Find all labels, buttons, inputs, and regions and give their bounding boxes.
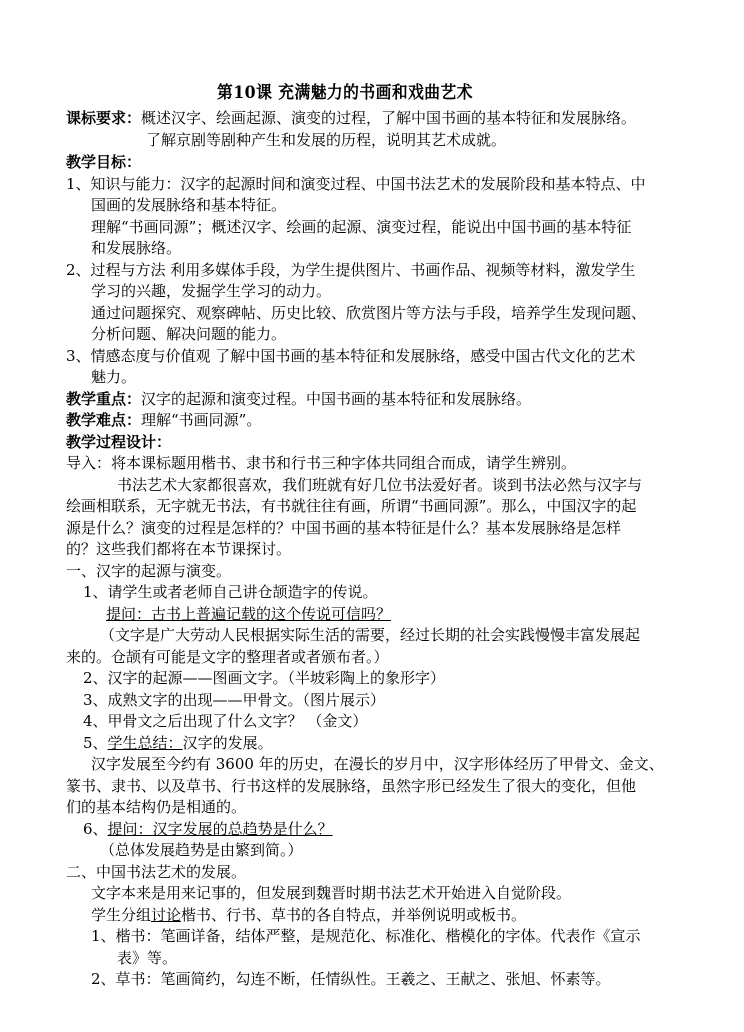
section2-heading: 二、中国书法艺术的发展。 [66,863,247,881]
objectives-heading: 教学目标： [66,153,142,171]
key-points-line [66,390,531,409]
knowledge-line-4: 和发展脉络。 [91,239,182,257]
p2-discuss: 讨论 [151,906,182,924]
development-line-3: 们的基本结构仍是相通的。 [66,798,247,816]
section2-paragraph-2 [91,906,526,925]
section1-question-1 [106,605,391,624]
knowledge-line-2: 国画的发展脉络和基本特征。 [91,196,287,214]
kaishu-line-2: 表》等。 [117,949,178,967]
question-label-2: 提问： [107,820,153,838]
difficulty-line [66,411,261,430]
intro-line-3: 绘画相联系，无字就无书法，有书就往往有画，所谓“书画同源”。那么，中国汉字的起 [66,497,637,515]
process-line-1: 2、过程与方法 利用多媒体手段，为学生提供图片、书画作品、视频等材料，激发学生 [66,261,636,279]
curriculum-line-2: 了解京剧等剧种产生和发展的历程，说明其艺术成就。 [146,131,507,149]
section1-item-3: 3、成熟文字的出现——甲骨文。（图片展示） [83,691,386,709]
intro-line-2: 书法艺术大家都很喜欢，我们班就有好几位书法爱好者。谈到书法必然与汉字与 [117,476,643,494]
item6-number: 6、 [83,820,108,838]
intro-line-4: 源是什么？演变的过程是怎样的？中国书画的基本特征是什么？基本发展脉络是怎样 [66,519,622,537]
emotion-line-2: 魅力。 [91,368,137,386]
p2-suffix: 楷书、行书、草书的各自特点，并举例说明或板书。 [181,906,527,924]
knowledge-line-1: 1、知识与能力：汉字的起源时间和演变过程、中国书法艺术的发展阶段和基本特点、中 [66,175,646,193]
intro-line-5: 的？这些我们都将在本节课探讨。 [66,540,292,558]
curriculum-label: 课标要求： [66,109,142,127]
kaishu-line-1: 1、楷书：笔画详备，结体严整，是规范化、标准化、楷模化的字体。代表作《宣示 [91,927,641,945]
curriculum-line-1 [66,109,636,128]
key-points-text: 汉字的起源和演变过程。中国书画的基本特征和发展脉络。 [141,390,532,408]
section1-answer-6: （总体发展趋势是由繁到简。） [100,841,303,859]
section1-item-2: 2、汉字的起源——图画文字。（半坡彩陶上的象形字） [83,669,446,687]
page-title: 第10课 充满魅力的书画和戏曲艺术 [216,83,474,103]
key-points-label: 教学重点： [66,390,142,408]
caoshu-line: 2、草书：笔画简约，勾连不断，任情纵性。王羲之、王献之、张旭、怀素等。 [91,970,611,988]
difficulty-text: 理解“书画同源”。 [141,411,262,429]
development-line-1: 汉字发展至今约有 3600 年的历史，在漫长的岁月中，汉字形体经历了甲骨文、金文、 [91,755,664,773]
question-text-2: 汉字发展的总趋势是什么？ [152,820,333,838]
item5-number: 5、 [83,734,108,752]
section2-paragraph-1: 文字本来是用来记事的，但发展到魏晋时期书法艺术开始进入自觉阶段。 [91,884,572,902]
section1-answer-1-line-1: （文字是广大劳动人民根据实际生活的需要，经过长期的社会实践慢慢丰富发展起 [100,626,641,644]
process-line-4: 分析问题、解决问题的能力。 [91,325,287,343]
summary-text: 汉字的发展。 [182,734,273,752]
p2-prefix: 学生分组 [91,906,152,924]
section1-item-4: 4、甲骨文之后出现了什么文字？ （金文） [83,712,368,730]
section1-item-6 [83,820,333,839]
process-line-2: 学习的兴趣，发掘学生学习的动力。 [91,282,332,300]
question-text: 古书上普遍记载的这个传说可信吗？ [151,605,392,623]
section1-item-5 [83,734,273,753]
intro-line-1: 导入：将本课标题用楷书、隶书和行书三种字体共同组合而成，请学生辨别。 [66,454,577,472]
section1-answer-1-line-2: 来的。仓颉有可能是文字的整理者或者颁布者。） [66,648,389,666]
emotion-line-1: 3、情感态度与价值观 了解中国书画的基本特征和发展脉络，感受中国古代文化的艺术 [66,347,636,365]
question-label: 提问： [106,605,152,623]
process-line-3: 通过问题探究、观察碑帖、历史比较、欣赏图片等方法与手段，培养学生发现问题、 [91,304,647,322]
section1-heading: 一、汉字的起源与演变。 [66,562,232,580]
knowledge-line-3: 理解“书画同源”；概述汉字、绘画的起源、演变过程，能说出中国书画的基本特征 [91,218,632,236]
summary-label: 学生总结： [107,734,183,752]
development-line-2: 篆书、隶书、以及草书、行书这样的发展脉络，虽然字形已经发生了很大的变化，但他 [66,777,637,795]
section1-item-1: 1、请学生或者老师自己讲仓颉造字的传说。 [83,583,378,601]
curriculum-text-1: 概述汉字、绘画起源、演变的过程，了解中国书画的基本特征和发展脉络。 [141,109,637,127]
process-design-heading: 教学过程设计： [66,433,172,451]
difficulty-label: 教学难点： [66,411,142,429]
